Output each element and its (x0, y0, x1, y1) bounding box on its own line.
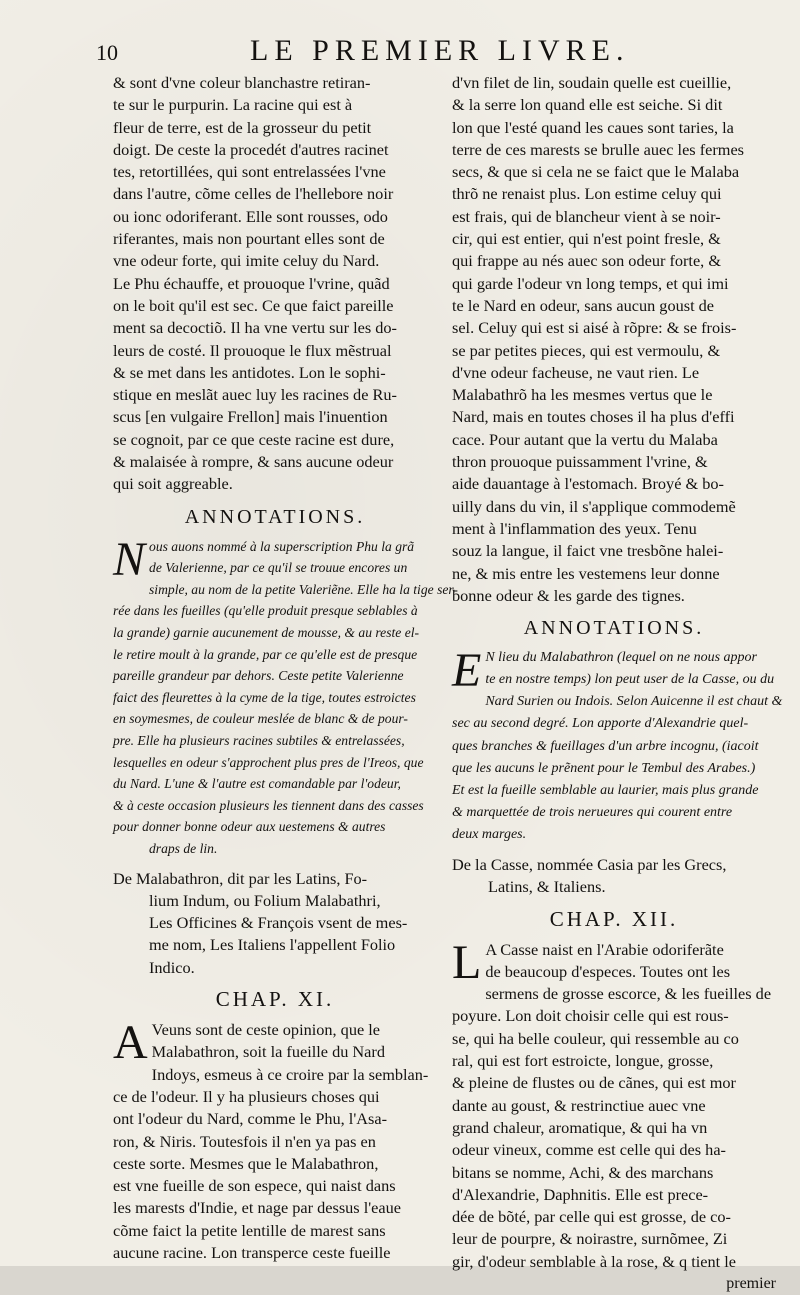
text-line: qui garde l'odeur vn long temps, et qui imi (452, 273, 729, 293)
title-line: Indico. (149, 957, 195, 977)
text-line: uilly dans du vin, il s'applique commodemẽ (452, 496, 736, 516)
text-line: est vne fueille de son espece, qui naist dans (113, 1176, 396, 1196)
text-line: ce de l'odeur. Il y ha plusieurs choses qui (113, 1086, 380, 1106)
annotations-text (113, 532, 458, 860)
text-line: ne, & mis entre les vestemens leur donne (452, 563, 720, 583)
text-line: riferantes, mais non pourtant elles sont de (113, 229, 385, 249)
text-line: les marests d'Indie, et nage par dessus l'eaue (113, 1198, 401, 1218)
drop-cap: N (113, 532, 146, 586)
left-paragraph (113, 72, 437, 496)
chapter-heading: CHAP. XII. (549, 906, 679, 931)
text-line: poyure. Lon doit choisir celle qui est rous- (452, 1006, 729, 1026)
text-line: ont l'odeur du Nard, comme le Phu, l'Asa- (113, 1109, 387, 1129)
text-line: thron prouoque puissamment l'vrine, & (452, 452, 708, 472)
text-line: bitans se nomme, Achi, & des marchans (452, 1162, 714, 1182)
section-title (113, 868, 437, 979)
text-line: ou ionc odoriferant. Elle sont rousses, odo (113, 206, 388, 226)
left-column (113, 72, 458, 1266)
text-line: & la serre lon quand elle est seiche. Si dit (452, 95, 723, 115)
text-line: d'Alexandrie, Daphnitis. Elle est prece- (452, 1184, 709, 1204)
text-line: d'vn filet de lin, soudain quelle est cueillie, (452, 73, 732, 92)
text-line: pareille grandeur par dehors. Ceste petite Valerienne (113, 668, 404, 684)
title-line: Les Officines & François vsent de mes- (149, 913, 408, 933)
text-line: leurs de costé. Il prouoque le flux mẽstrual (113, 340, 392, 360)
page-header (0, 34, 800, 74)
text-line: tes, retortillées, qui sont entrelassées l'vne (113, 162, 386, 182)
text-line: Nard, mais en toutes choses il ha plus d'effi (452, 407, 735, 427)
text-line: & marquettée de trois nerueures qui courent entre (452, 804, 733, 820)
text-line: le retire moult à la grande, par ce qu'elle est de presque (113, 646, 418, 662)
text-line: ron, & Niris. Toutesfois il n'en ya pas en (113, 1131, 376, 1151)
text-line: cace. Pour autant que la vertu du Malaba (452, 429, 718, 449)
drop-cap: E (452, 644, 482, 698)
text-line: ment à l'inflammation des yeux. Tenu (452, 518, 697, 538)
text-line: pre. Elle ha plusieurs racines subtiles & entrelassées, (113, 732, 405, 748)
text-line: te en nostre temps) lon peut user de la Casse, ou du (485, 672, 775, 688)
text-line: Malabathrõ ha les mesmes vertus que le (452, 385, 713, 405)
text-line: lon que l'esté quand les caues sont taries, la (452, 117, 734, 137)
text-line: & malaisée à rompre, & sans aucune odeur (113, 452, 394, 472)
text-line: cõme faict la petite lentille de marest sans (113, 1220, 386, 1240)
drop-cap: A (113, 1016, 148, 1070)
text-line: sec au second degré. Lon apporte d'Alexandrie quel- (452, 716, 749, 732)
text-line: d'vne odeur facheuse, ne vaut rien. Le (452, 362, 700, 382)
chapter-text (452, 935, 776, 1295)
right-paragraph (452, 72, 776, 607)
text-line: la grande) garnie aucunement de mousse, & au reste el- (113, 625, 420, 641)
annotations-heading: ANNOTATIONS. (523, 617, 705, 640)
section-title (452, 854, 776, 899)
title-line: Latins, & Italiens. (488, 877, 606, 897)
text-line: Nard Surien ou Indois. Selon Auicenne il est chaut & (485, 694, 783, 710)
text-line: aucune racine. Lon transperce ceste fueille (113, 1243, 391, 1262)
text-line: qui frappe au nés auec son odeur forte, & (452, 251, 721, 271)
text-line: dante au goust, & restrinctiue auec vne (452, 1095, 706, 1115)
annotations-heading: ANNOTATIONS. (184, 505, 366, 528)
text-line: lesquelles en odeur s'approchent plus pres de l'Ireos, que (113, 754, 424, 770)
text-line: cir, qui est entier, qui n'est point fresle, & (452, 229, 721, 249)
text-line: qui soit aggreable. (113, 474, 233, 494)
text-line: Le Phu échauffe, et prouoque l'vrine, quãd (113, 273, 390, 293)
text-line: & à ceste occasion plusieurs les tiennent dans des casses (113, 797, 424, 813)
text-line: de beaucoup d'especes. Toutes ont les (485, 961, 731, 981)
text-line: en soymesmes, de couleur meslée de blanc & de pour- (113, 711, 408, 727)
annotations-text (452, 644, 783, 846)
text-line: on le boit qu'il est sec. Ce que faict pareille (113, 295, 394, 315)
text-line: Malabathron, soit la fueille du Nard (151, 1042, 385, 1062)
text-line: & pleine de flustes ou de cãnes, qui est mor (452, 1073, 736, 1093)
title-line: De la Casse, nommée Casia par les Grecs, (452, 854, 727, 874)
text-line: grand chaleur, aromatique, & qui ha vn (452, 1117, 708, 1137)
text-line: ceste sorte. Mesmes que le Malabathron, (113, 1153, 379, 1173)
text-line: te le Nard en odeur, sans aucun goust de (452, 295, 715, 315)
text-line: ous auons nommé à la superscription Phu la grã (149, 538, 415, 554)
text-line: doigt. De ceste la procedét d'autres racinet (113, 139, 389, 159)
text-line: vne odeur forte, qui imite celuy du Nard. (113, 251, 380, 271)
text-line: bonne odeur & les garde des tignes. (452, 585, 685, 605)
text-line: se cognoit, par ce que ceste racine est dure, (113, 429, 395, 449)
text-line: faict des fleurettes à la cyme de la tige, toutes estroictes (113, 689, 416, 705)
text-line: simple, au nom de la petite Valeriẽne. Elle ha la tige ser- (149, 581, 458, 597)
text-line: terre de ces marests se brulle auec les fermes (452, 139, 745, 159)
title-line: me nom, Les Italiens l'appellent Folio (149, 935, 396, 955)
text-line: stique en meslãt auec luy les racines de Ru- (113, 385, 397, 405)
text-line: te sur le purpurin. La racine qui est à (113, 95, 353, 115)
text-line: se, qui ha belle couleur, qui ressemble au co (452, 1028, 739, 1048)
text-line: que les aucuns le prẽnent pour le Tembul des Arabes.) (452, 760, 756, 776)
text-line: aide dauantage à l'estomach. Broyé & bo- (452, 474, 724, 494)
text-line: odeur vineux, comme est celle qui des ha- (452, 1140, 726, 1160)
text-line: se par petites pieces, qui est vermoulu, & (452, 340, 721, 360)
text-line: deux marges. (452, 826, 527, 842)
text-line: dans l'autre, cõme celles de l'hellebore noir (113, 184, 394, 204)
text-line: ment sa decoctiõ. Il ha vne vertu sur les do- (113, 318, 397, 338)
text-line: leur de pourpre, & noirastre, surnõmee, Zi (452, 1229, 728, 1249)
text-line: ral, qui est fort estroicte, longue, grosse, (452, 1051, 714, 1071)
text-line: gir, d'odeur semblable à la rose, & q tient le (452, 1251, 736, 1271)
text-line: & sont d'vne coleur blanchastre retiran- (113, 73, 371, 92)
text-line: dée de bõté, par celle qui est grosse, de co- (452, 1207, 731, 1227)
text-line: sel. Celuy qui est si aisé à rõpre: & se frois- (452, 318, 737, 338)
title-line: lium Indum, ou Folium Malabathri, (149, 890, 381, 910)
page-number: 10 (96, 40, 118, 65)
running-head: LE PREMIER LIVRE. (250, 34, 630, 67)
text-line: de Valerienne, par ce qu'il se trouue encores un (149, 560, 408, 576)
text-line: draps de lin. (149, 840, 218, 856)
text-line: du Nard. L'une & l'autre est comandable par l'odeur, (113, 776, 401, 792)
chapter-heading: CHAP. XI. (215, 987, 335, 1012)
text-line: Indoys, esmeus à ce croire par la semblan- (151, 1064, 429, 1084)
chapter-text (113, 1016, 437, 1264)
text-line: pour donner bonne odeur aux uestemens & autres (113, 819, 386, 835)
text-line: thrõ ne renaist plus. Lon estime celuy qui (452, 184, 722, 204)
text-line: & se met dans les antidotes. Lon le sophi- (113, 362, 386, 382)
text-line: rée dans les fueilles (qu'elle produit presque seblables à (113, 603, 418, 619)
text-line: N lieu du Malabathron (lequel on ne nous appor (485, 650, 758, 666)
text-line: secs, & que si cela ne se faict que le Malaba (452, 162, 740, 182)
right-column (452, 72, 783, 1293)
text-line: A Casse naist en l'Arabie odoriferãte (485, 939, 724, 959)
title-line: De Malabathron, dit par les Latins, Fo- (113, 868, 368, 888)
drop-cap: L (452, 935, 482, 989)
text-line: Veuns sont de ceste opinion, que le (151, 1020, 381, 1040)
text-line: ques branches & fueillages d'un arbre incognu, (iacoit (452, 738, 759, 754)
text-line: sermens de grosse escorce, & les fueilles de (485, 984, 772, 1004)
catchword: premier (726, 1275, 776, 1293)
text-line: souz la langue, il faict vne tresbõne halei- (452, 541, 724, 561)
text-line: est frais, qui de blancheur vient à se noir- (452, 206, 721, 226)
text-line: Et est la fueille semblable au laurier, mais plus grande (452, 782, 759, 798)
text-line: fleur de terre, est de la grosseur du petit (113, 117, 372, 137)
text-line: scus [en vulgaire Frellon] mais l'inuention (113, 407, 388, 427)
